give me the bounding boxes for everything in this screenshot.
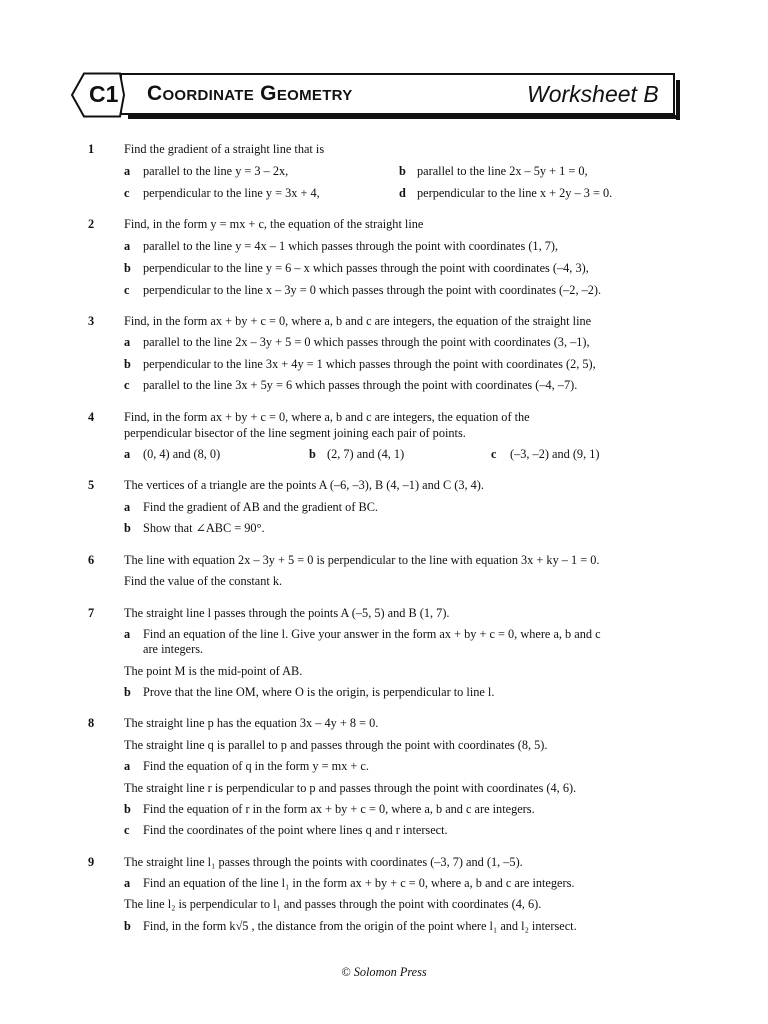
question-text: The straight line p has the equation 3x – 4y + 8 = 0.	[124, 716, 379, 730]
part-label: a	[124, 759, 131, 773]
part-label: b	[124, 357, 131, 371]
part-label: c	[124, 186, 130, 200]
part-label: a	[124, 627, 131, 641]
question-number: 8	[88, 716, 95, 730]
footer-copyright: © Solomon Press	[341, 965, 427, 979]
question-number: 9	[88, 855, 95, 869]
part-label: a	[124, 239, 131, 253]
part-label: a	[124, 164, 131, 178]
question-text: parallel to the line 2x – 3y + 5 = 0 which passes through the point with coordinates (3, –1),	[143, 335, 590, 349]
question-text: The straight line r is perpendicular to p and passes through the point with coordinates (4, 6).	[124, 781, 577, 795]
question-text: Find the equation of r in the form ax + by + c = 0, where a, b and c are integers.	[143, 802, 535, 816]
question-text: (–3, –2) and (9, 1)	[510, 447, 600, 461]
question-text: are integers.	[143, 642, 204, 656]
question-text: The straight line l passes through the points A (–5, 5) and B (1, 7).	[124, 606, 450, 620]
question-text: Find an equation of the line l₁ in the form ax + by + c = 0, where a, b and c are integers.	[143, 876, 575, 890]
question-text: Find the value of the constant k.	[124, 574, 283, 588]
question-text: perpendicular to the line y = 3x + 4,	[143, 186, 320, 200]
question-text: Show that ∠ABC = 90°.	[143, 521, 265, 535]
question-text: Find, in the form k√5 , the distance from the origin of the point where l₁ and l₂ intersect.	[143, 919, 577, 933]
header-shadow-right	[676, 80, 680, 120]
part-label: b	[124, 261, 131, 275]
part-label: c	[491, 447, 497, 461]
question-text: The line with equation 2x – 3y + 5 = 0 is perpendicular to the line with equation 3x + ky – 1 = 0.	[124, 553, 600, 567]
part-label: d	[399, 186, 406, 200]
question-text: (0, 4) and (8, 0)	[143, 447, 221, 461]
question-text: perpendicular to the line 3x + 4y = 1 which passes through the point with coordinates (2, 5),	[143, 357, 596, 371]
question-number: 4	[88, 410, 95, 424]
question-text: parallel to the line y = 4x – 1 which passes through the point with coordinates (1, 7),	[143, 239, 559, 253]
part-label: b	[124, 685, 131, 699]
question-text: parallel to the line 2x – 5y + 1 = 0,	[417, 164, 588, 178]
page-title: Coordinate Geometry	[147, 82, 353, 105]
part-label: b	[124, 521, 131, 535]
part-label: a	[124, 876, 131, 890]
question-number: 2	[88, 217, 95, 231]
part-label: b	[124, 919, 131, 933]
question-text: Find the gradient of a straight line that is	[124, 142, 325, 156]
part-label: c	[124, 378, 130, 392]
question-number: 6	[88, 553, 95, 567]
question-text: Find the gradient of AB and the gradient of BC.	[143, 500, 378, 514]
part-label: a	[124, 447, 131, 461]
question-text: perpendicular to the line x – 3y = 0 which passes through the point with coordinates (–2, –2).	[143, 283, 602, 297]
question-text: perpendicular to the line y = 6 – x which passes through the point with coordinates (–4, 3),	[143, 261, 589, 275]
question-text: parallel to the line 3x + 5y = 6 which passes through the point with coordinates (–4, –7).	[143, 378, 578, 392]
question-number: 3	[88, 314, 95, 328]
header-shadow-bottom	[128, 115, 680, 119]
question-text: Find an equation of the line l. Give your answer in the form ax + by + c = 0, where a, b and c	[143, 627, 601, 641]
question-text: The straight line l₁ passes through the points with coordinates (–3, 7) and (1, –5).	[124, 855, 523, 869]
question-text: parallel to the line y = 3 – 2x,	[143, 164, 289, 178]
part-label: b	[124, 802, 131, 816]
question-text: The point M is the mid-point of AB.	[124, 664, 303, 678]
question-text: The vertices of a triangle are the points A (–6, –3), B (4, –1) and C (3, 4).	[124, 478, 484, 492]
question-text: perpendicular bisector of the line segment joining each pair of points.	[124, 426, 466, 440]
question-text: Find the equation of q in the form y = mx + c.	[143, 759, 369, 773]
question-text: The line l₂ is perpendicular to l₁ and passes through the point with coordinates (4, 6).	[124, 897, 542, 911]
part-label: a	[124, 500, 131, 514]
question-text: (2, 7) and (4, 1)	[327, 447, 405, 461]
part-label: c	[124, 283, 130, 297]
question-text: Find, in the form ax + by + c = 0, where a, b and c are integers, the equation of the straight line	[124, 314, 592, 328]
question-text: perpendicular to the line x + 2y – 3 = 0.	[417, 186, 613, 200]
question-text: Find, in the form y = mx + c, the equation of the straight line	[124, 217, 424, 231]
question-number: 7	[88, 606, 95, 620]
part-label: c	[124, 823, 130, 837]
chapter-code: C1	[89, 81, 119, 107]
part-label: b	[399, 164, 406, 178]
question-number: 5	[88, 478, 95, 492]
question-text: The straight line q is parallel to p and passes through the point with coordinates (8, 5).	[124, 738, 548, 752]
question-text: Find, in the form ax + by + c = 0, where a, b and c are integers, the equation of the	[124, 410, 530, 424]
question-text: Find the coordinates of the point where lines q and r intersect.	[143, 823, 448, 837]
question-text: Prove that the line OM, where O is the origin, is perpendicular to line l.	[143, 685, 495, 699]
part-label: a	[124, 335, 131, 349]
question-number: 1	[88, 142, 95, 156]
part-label: b	[309, 447, 316, 461]
worksheet-label: Worksheet B	[527, 81, 659, 107]
